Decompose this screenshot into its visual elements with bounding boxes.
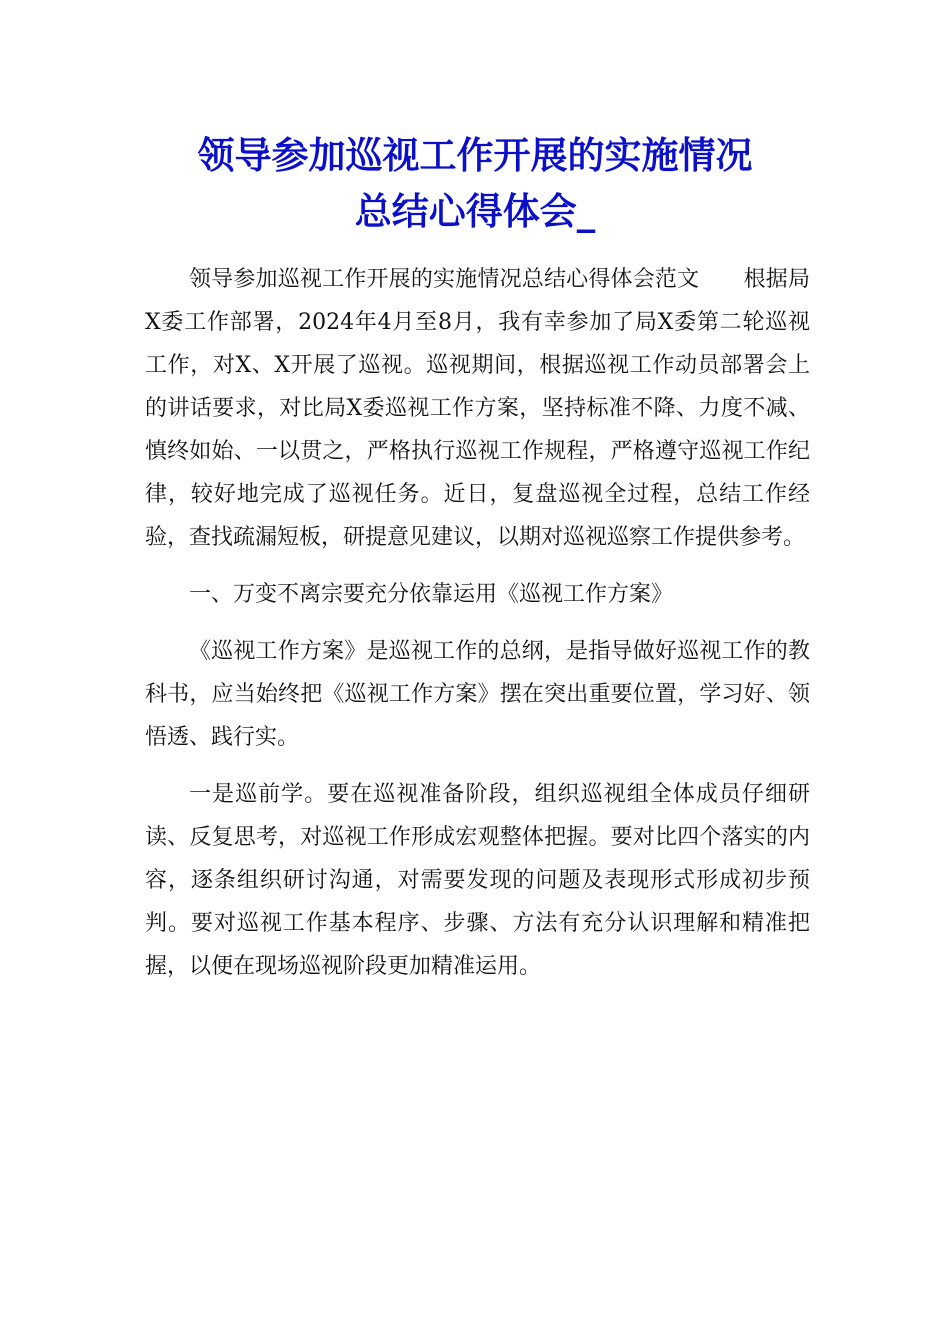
paragraph-section-1: 《巡视工作方案》是巡视工作的总纲，是指导做好巡视工作的教科书，应当始终把《巡视工作方案》摆在突出重要位置，学习好、领悟透、践行实。 bbox=[145, 639, 810, 750]
document-body bbox=[145, 258, 810, 1002]
title-line-1: 领导参加巡视工作开展的实施情况 bbox=[197, 134, 753, 177]
paragraph-intro: 领导参加巡视工作开展的实施情况总结心得体会范文 根据局X委工作部署，2024年4月至8月，我有幸参加了局X委第二轮巡视工作，对X、X开展了巡视。巡视期间，根据巡视工作动员部署会上的讲话要求，对比局X委巡视工作方案，坚持标准不降、力度不减、慎终如始、一以贯之，严格执行巡视工作规程，严格遵守巡视工作纪律，较好地完成了巡视任务。近日，复盘巡视全过程，总结工作经验，查找疏漏短板，研提意见建议，以期对巡视巡察工作提供参考。 bbox=[145, 267, 810, 550]
paragraph-point-1: 一是巡前学。要在巡视准备阶段，组织巡视组全体成员仔细研读、反复思考，对巡视工作形成宏观整体把握。要对比四个落实的内容，逐条组织研讨沟通，对需要发现的问题及表现形式形成初步预判。要对巡视工作基本程序、步骤、方法有充分认识理解和精准把握，以便在现场巡视阶段更加精准运用。 bbox=[145, 782, 810, 979]
title-line-2: 总结心得体会_ bbox=[354, 190, 596, 233]
section-heading-1: 一、万变不离宗要充分依靠运用《巡视工作方案》 bbox=[189, 582, 674, 607]
document-title bbox=[90, 128, 860, 240]
